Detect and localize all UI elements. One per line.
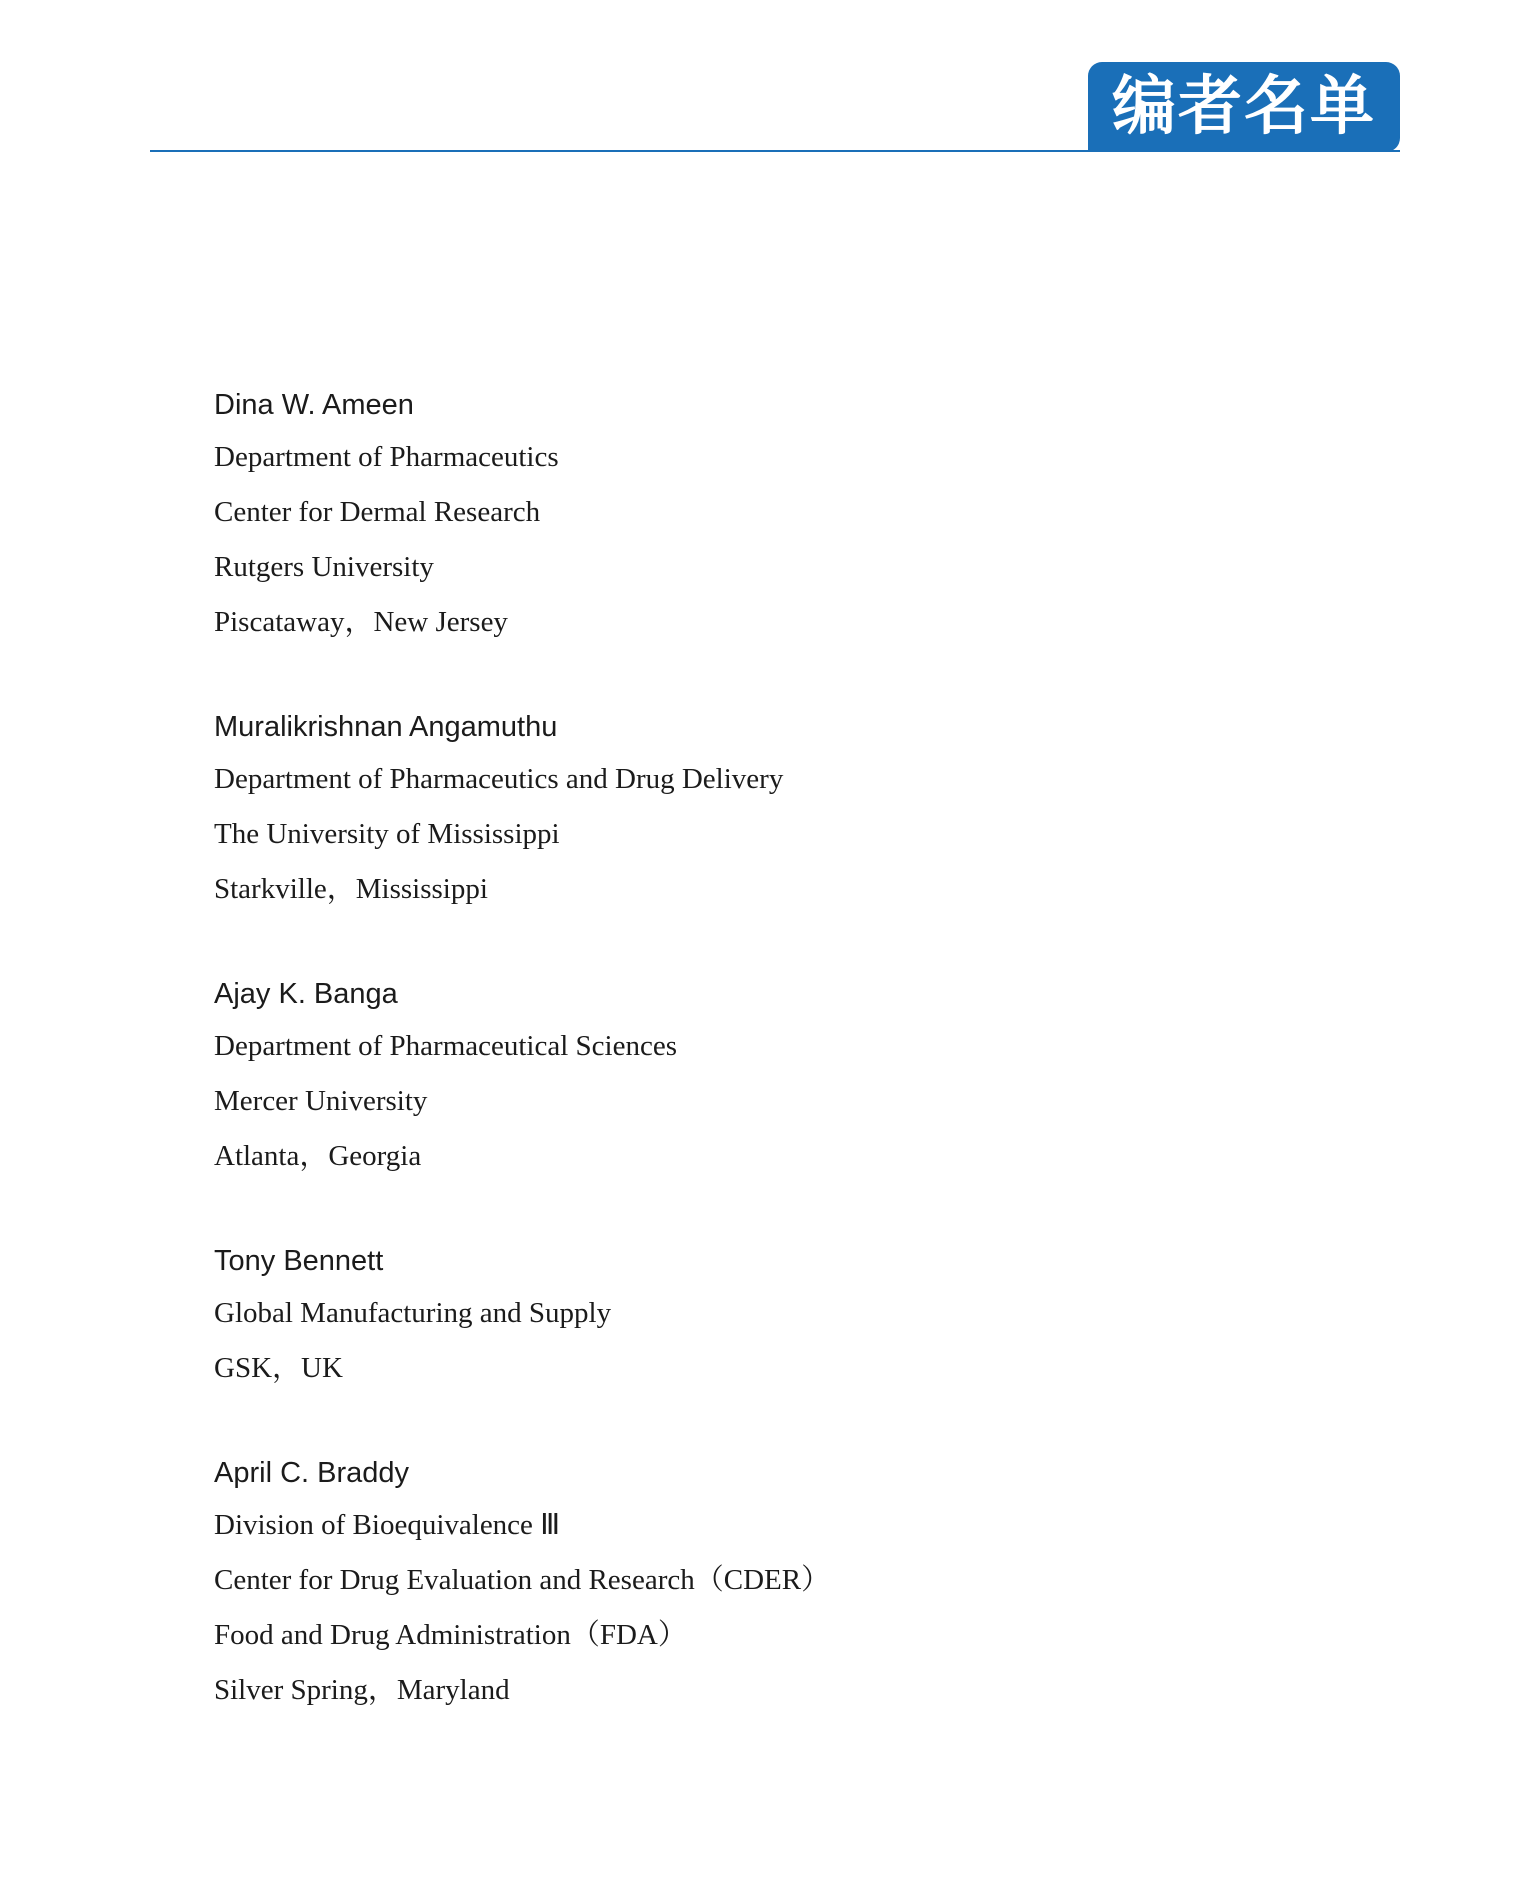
contributor-entry (214, 702, 1414, 917)
affiliation-line: Global Manufacturing and Supply (214, 1297, 612, 1329)
affiliation-line: Department of Pharmaceutics and Drug Delivery (214, 763, 784, 795)
affiliation-line: Silver Spring，Maryland (214, 1674, 510, 1706)
affiliation-line: Atlanta，Georgia (214, 1140, 422, 1172)
contributor-entry (214, 1236, 1414, 1396)
affiliation-line: Center for Drug Evaluation and Research（CDER） (214, 1564, 831, 1596)
affiliation-line: Department of Pharmaceutical Sciences (214, 1030, 677, 1062)
contributor-name: Muralikrishnan Angamuthu (214, 711, 558, 743)
affiliation-line: Center for Dermal Research (214, 496, 541, 528)
contributor-name: Tony Bennett (214, 1245, 384, 1277)
contributor-name: Dina W. Ameen (214, 389, 414, 421)
contributor-list (214, 380, 1414, 1718)
contributor-entry (214, 1448, 1414, 1718)
affiliation-line: Division of Bioequivalence Ⅲ (214, 1509, 561, 1541)
affiliation-line: Food and Drug Administration（FDA） (214, 1619, 687, 1651)
affiliation-line: Piscataway，New Jersey (214, 606, 508, 638)
contributor-name: Ajay K. Banga (214, 978, 398, 1010)
affiliation-line: Department of Pharmaceutics (214, 441, 559, 473)
affiliation-line: Starkville，Mississippi (214, 873, 488, 905)
affiliation-line: The University of Mississippi (214, 818, 560, 850)
affiliation-line: Rutgers University (214, 551, 434, 583)
contributor-entry (214, 380, 1414, 650)
contributor-name: April C. Braddy (214, 1457, 410, 1489)
affiliation-line: GSK，UK (214, 1352, 343, 1384)
section-title-badge: 编者名单 (1088, 62, 1400, 152)
contributor-entry (214, 969, 1414, 1184)
affiliation-line: Mercer University (214, 1085, 428, 1117)
